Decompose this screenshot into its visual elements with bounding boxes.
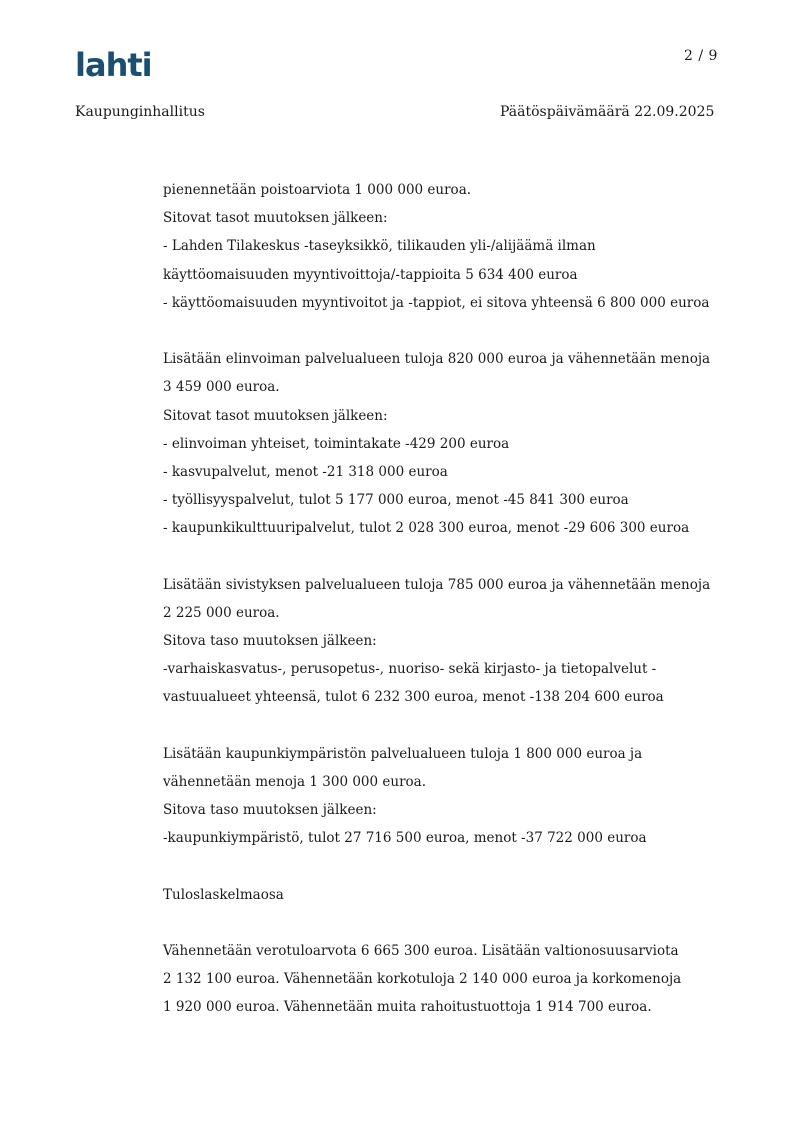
- text-line: vastuualueet yhteensä, tulot 6 232 300 euroa, menot -138 204 600 euroa: [163, 689, 664, 706]
- text-line: 2 225 000 euroa.: [163, 604, 280, 621]
- blank-line: [163, 909, 743, 937]
- text-line: Sitova taso muutoksen jälkeen:: [163, 802, 377, 819]
- text-line: 1 920 000 euroa. Vähennetään muita rahoitustuottoja 1 914 700 euroa.: [163, 999, 652, 1016]
- text-line: - työllisyyspalvelut, tulot 5 177 000 euroa, menot -45 841 300 euroa: [163, 492, 629, 509]
- blank-line: [163, 712, 743, 740]
- organization-name: Kaupunginhallitus: [75, 104, 205, 120]
- text-line: 2 132 100 euroa. Vähennetään korkotuloja 2 140 000 euroa ja korkomenoja: [163, 971, 682, 988]
- text-line: -varhaiskasvatus-, perusopetus-, nuoriso- sekä kirjasto- ja tietopalvelut -: [163, 661, 657, 678]
- text-line: Tuloslaskelmaosa: [163, 886, 284, 903]
- text-line: - käyttöomaisuuden myyntivoitot ja -tappiot, ei sitova yhteensä 6 800 000 euroa: [163, 294, 710, 311]
- blank-line: [163, 317, 743, 345]
- text-line: Vähennetään verotuloarvota 6 665 300 euroa. Lisätään valtionosuusarviota: [163, 943, 679, 960]
- text-line: - kaupunkikulttuuripalvelut, tulot 2 028 300 euroa, menot -29 606 300 euroa: [163, 520, 690, 537]
- blank-line: [163, 853, 743, 881]
- logo-text: lahti: [75, 48, 152, 82]
- text-line: Sitova taso muutoksen jälkeen:: [163, 633, 377, 649]
- decision-date: Päätöspäivämäärä 22.09.2025: [500, 104, 715, 120]
- text-line: - elinvoiman yhteiset, toimintakate -429 200 euroa: [163, 435, 510, 452]
- text-line: - kasvupalvelut, menot -21 318 000 euroa: [163, 463, 448, 480]
- text-line: -kaupunkiympäristö, tulot 27 716 500 euroa, menot -37 722 000 euroa: [163, 830, 647, 847]
- text-line: - Lahden Tilakeskus -taseyksikkö, tilikauden yli-/alijäämä ilman: [163, 238, 596, 255]
- page-number: 2 / 9: [684, 48, 718, 64]
- text-line: 3 459 000 euroa.: [163, 379, 280, 396]
- blank-line: [163, 542, 743, 570]
- text-line: Lisätään sivistyksen palvelualueen tuloja 785 000 euroa ja vähennetään menoja: [163, 576, 711, 593]
- document-body: [163, 176, 743, 1022]
- text-line: Sitovat tasot muutoksen jälkeen:: [163, 407, 388, 424]
- text-line: vähennetään menoja 1 300 000 euroa.: [163, 773, 426, 790]
- text-line: Lisätään elinvoiman palvelualueen tuloja 820 000 euroa ja vähennetään menoja: [163, 351, 711, 368]
- text-line: Sitovat tasot muutoksen jälkeen:: [163, 210, 388, 227]
- text-line: Lisätään kaupunkiympäristön palvelualueen tuloja 1 800 000 euroa ja: [163, 745, 643, 762]
- text-line: pienennetään poistoarviota 1 000 000 euroa.: [163, 182, 472, 198]
- lahti-logo: [75, 48, 167, 82]
- text-line: käyttöomaisuuden myyntivoittoja/-tappioita 5 634 400 euroa: [163, 266, 578, 283]
